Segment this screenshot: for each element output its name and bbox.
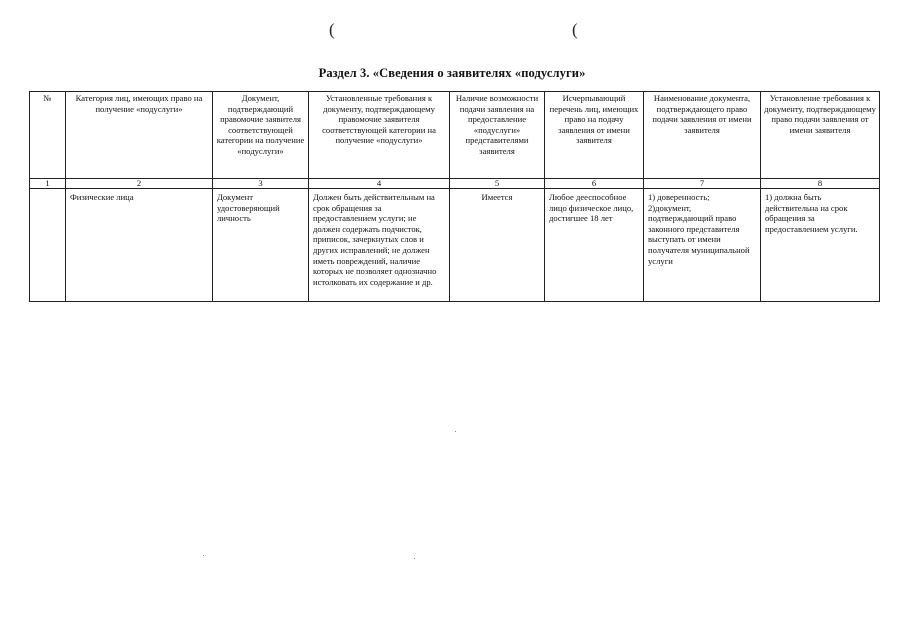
column-number: 2	[66, 179, 213, 189]
scan-speck	[455, 431, 456, 432]
header-cell: Категория лиц, имеющих право на получение «подуслуги»	[66, 92, 213, 179]
document-cell: Документ удостоверяющий личность	[213, 189, 309, 302]
header-cell: №	[30, 92, 66, 179]
right-parenthesis: (	[572, 20, 578, 39]
section-title: Раздел 3. «Сведения о заявителях «подуслуги»	[318, 66, 586, 80]
persons-cell: Любое дееспособное лицо физическое лицо, достигшее 18 лет	[545, 189, 644, 302]
row-number-cell	[30, 189, 66, 302]
applicants-table	[29, 91, 880, 302]
column-number: 5	[450, 179, 545, 189]
table-header-row	[30, 92, 880, 179]
rep-requirements-cell: 1) должна быть действительна на срок обращения за предоставлением услуги.	[761, 189, 880, 302]
header-cell: Установленные требования к документу, подтверждающему правомочие заявителя соответствующей категории на получение «подуслуги»	[309, 92, 450, 179]
scan-speck	[203, 555, 204, 556]
column-number: 6	[545, 179, 644, 189]
header-cell: Наименование документа, подтверждающего право подачи заявления от имени заявителя	[644, 92, 761, 179]
header-cell: Наличие возможности подачи заявления на предоставление «подуслуги» представителями заявителя	[450, 92, 545, 179]
column-number-row	[30, 179, 880, 189]
table-row	[30, 189, 880, 302]
requirements-cell: Должен быть действительным на срок обращения за предоставлением услуги; не должен содержать подчисток, приписок, зачеркнутых слов и других исправлений; не должен иметь повреждений, наличие которых не позволяет однозначно истолковать их содержание и др.	[309, 189, 450, 302]
header-cell: Установление требования к документу, подтверждающему право подачи заявления от имени заявителя	[761, 92, 880, 179]
column-number: 7	[644, 179, 761, 189]
representatives-cell: Имеется	[450, 189, 545, 302]
column-number: 4	[309, 179, 450, 189]
column-number: 3	[213, 179, 309, 189]
header-cell: Документ, подтверждающий правомочие заявителя соответствующей категории на получение «подуслуги»	[213, 92, 309, 179]
column-number: 1	[30, 179, 66, 189]
category-cell: Физические лица	[66, 189, 213, 302]
header-cell: Исчерпывающий перечень лиц, имеющих право на подачу заявления от имени заявителя	[545, 92, 644, 179]
column-number: 8	[761, 179, 880, 189]
scan-speck	[414, 558, 415, 559]
rep-document-cell: 1) доверенность; 2)документ, подтверждающий право законного представителя выступать от имени получателя муниципальной услуги	[644, 189, 761, 302]
left-parenthesis: (	[329, 20, 335, 39]
